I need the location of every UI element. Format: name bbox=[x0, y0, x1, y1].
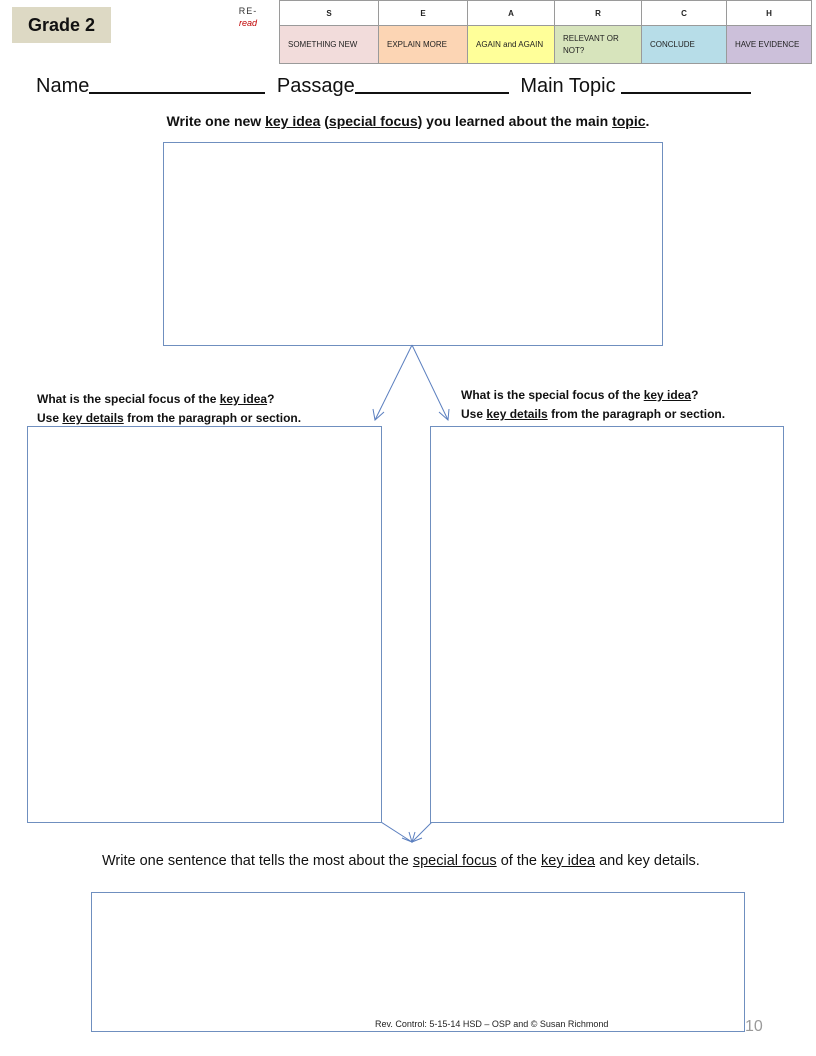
instruction-text: of the bbox=[496, 853, 542, 869]
reread-word: read bbox=[238, 18, 257, 28]
summary-sentence-box[interactable] bbox=[91, 892, 745, 1032]
arrowhead-left bbox=[373, 409, 384, 420]
instruction-text: Write one sentence that tells the most about the bbox=[102, 853, 413, 869]
arrow-to-right-box bbox=[412, 345, 448, 420]
search-letter-a: A bbox=[468, 1, 555, 26]
search-word-again-and-again: AGAIN and AGAIN bbox=[468, 26, 555, 64]
instruction-key-idea: key idea bbox=[541, 853, 596, 869]
search-word-relevant-or-not: RELEVANT OR NOT? bbox=[555, 26, 642, 64]
arrowhead-right bbox=[439, 409, 449, 420]
search-strategy-table bbox=[279, 0, 812, 64]
prompt-text: ? bbox=[267, 392, 275, 406]
revision-footer: Rev. Control: 5-15-14 HSD – OSP and © Susan Richmond bbox=[375, 1019, 609, 1029]
grade-badge: Grade 2 bbox=[12, 7, 111, 43]
search-word-something-new: SOMETHING NEW bbox=[280, 26, 379, 64]
arrow-right-to-bottom bbox=[412, 822, 432, 842]
instruction-special-focus: special focus bbox=[328, 113, 418, 129]
prompt-text: What is the special focus of the bbox=[37, 392, 220, 406]
prompt-key-details: key details bbox=[62, 411, 124, 425]
search-letter-s: S bbox=[280, 1, 379, 26]
key-idea-instruction bbox=[0, 113, 816, 129]
search-letter-e: E bbox=[379, 1, 468, 26]
instruction-text: and key details. bbox=[595, 853, 700, 869]
name-blank[interactable] bbox=[89, 72, 265, 94]
right-details-box[interactable] bbox=[430, 426, 784, 823]
instruction-special-focus: special focus bbox=[412, 853, 497, 869]
main-topic-label: Main Topic bbox=[520, 75, 616, 97]
search-word-explain-more: EXPLAIN MORE bbox=[379, 26, 468, 64]
search-letter-h: H bbox=[727, 1, 812, 26]
search-letter-r: R bbox=[555, 1, 642, 26]
page-number: 10 bbox=[745, 1018, 763, 1035]
search-words-row bbox=[280, 26, 812, 64]
instruction-text: ) you learned about the main bbox=[417, 113, 613, 129]
prompt-text: What is the special focus of the bbox=[461, 388, 644, 402]
search-letter-c: C bbox=[642, 1, 727, 26]
arrowhead-bottom-b bbox=[412, 832, 422, 842]
instruction-text: ( bbox=[320, 113, 329, 129]
instruction-key-idea: key idea bbox=[265, 113, 321, 129]
prompt-text: ? bbox=[691, 388, 699, 402]
prompt-text: Use bbox=[461, 407, 487, 421]
reread-label bbox=[228, 5, 268, 29]
reread-prefix: RE- bbox=[238, 6, 258, 16]
search-word-conclude: CONCLUDE bbox=[642, 26, 727, 64]
prompt-text: from the paragraph or section. bbox=[547, 407, 726, 421]
prompt-key-idea: key idea bbox=[219, 392, 268, 406]
left-details-box[interactable] bbox=[27, 426, 382, 823]
prompt-key-idea: key idea bbox=[643, 388, 692, 402]
arrowhead-bottom-a bbox=[402, 832, 412, 842]
instruction-topic: topic bbox=[612, 113, 646, 129]
right-details-prompt bbox=[461, 386, 725, 424]
arrow-to-left-box bbox=[375, 345, 412, 420]
prompt-key-details: key details bbox=[486, 407, 548, 421]
instruction-text: Write one new bbox=[166, 113, 266, 129]
prompt-text: from the paragraph or section. bbox=[123, 411, 302, 425]
key-idea-box[interactable] bbox=[163, 142, 663, 346]
passage-label: Passage bbox=[276, 75, 355, 97]
instruction-text: . bbox=[645, 113, 650, 129]
left-details-prompt bbox=[37, 390, 301, 428]
summary-sentence-instruction bbox=[102, 850, 742, 872]
search-word-have-evidence: HAVE EVIDENCE bbox=[727, 26, 812, 64]
name-label: Name bbox=[36, 75, 90, 97]
search-letters-row bbox=[280, 1, 812, 26]
arrow-left-to-bottom bbox=[381, 822, 412, 842]
main-topic-blank[interactable] bbox=[621, 72, 751, 94]
student-info-header bbox=[36, 72, 751, 98]
passage-blank[interactable] bbox=[355, 72, 509, 94]
prompt-text: Use bbox=[37, 411, 63, 425]
